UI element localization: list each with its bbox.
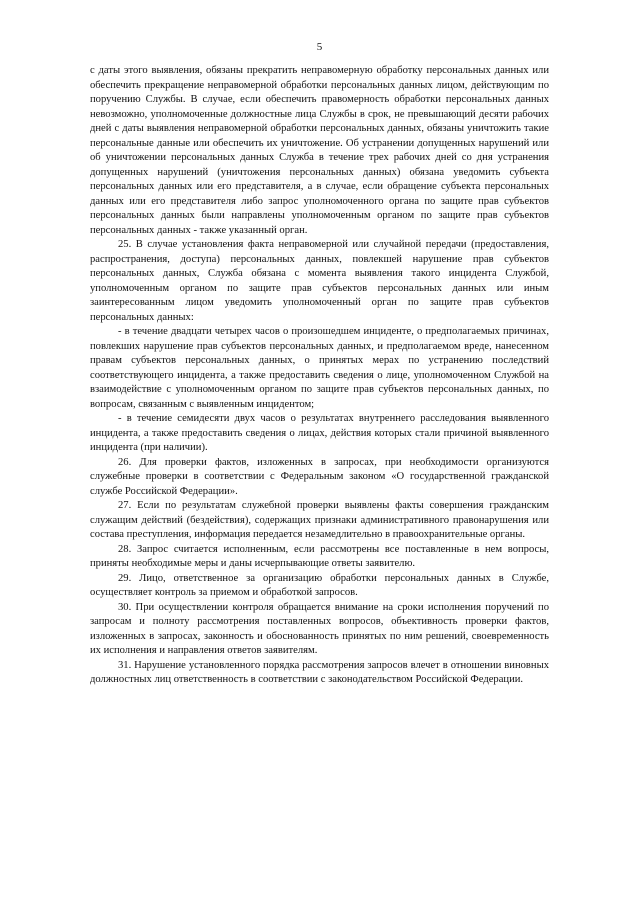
paragraph-26: 26. Для проверки фактов, изложенных в запросах, при необходимости организуются служебные проверки в соответствии с Федеральным законом «О государственной гражданской службе Российской Федерации».	[90, 456, 549, 497]
paragraph-25-item-1: - в течение двадцати четырех часов о произошедшем инциденте, о предполагаемых причинах, повлекших нарушение прав субъектов персональных данных, и предполагаемом вреде, нанесенном правам субъектов персональных данных, о принятых мерах по устранению последствий соответствующего инцидента, а также предоставить сведения о лице, уполномоченном Службой на взаимодействие с уполномоченным органом по защите прав субъектов персональных данных, по вопросам, связанным с выявленным инцидентом;	[90, 326, 549, 410]
paragraph-31: 31. Нарушение установленного порядка рассмотрения запросов влечет в отношении виновных должностных лиц ответственность в соответствии с законодательством Российской Федерации.	[90, 659, 549, 685]
paragraph-28: 28. Запрос считается исполненным, если рассмотрены все поставленные в нем вопросы, приняты необходимые меры и даны исчерпывающие ответы заявителю.	[90, 543, 549, 569]
document-page	[90, 0, 549, 904]
document-body	[90, 64, 549, 688]
paragraph-25-item-2: - в течение семидесяти двух часов о результатах внутреннего расследования выявленного инцидента, а также предоставить сведения о лицах, действия которых стали причиной выявленного инцидента (при наличии).	[90, 413, 549, 453]
page-number: 5	[316, 41, 323, 53]
paragraph-27: 27. Если по результатам служебной проверки выявлены факты совершения гражданским служащим действий (бездействия), содержащих признаки административного правонарушения или состава преступления, информация передается незамедлительно в правоохранительные органы.	[90, 500, 549, 540]
paragraph-30: 30. При осуществлении контроля обращается внимание на сроки исполнения поручений по запросам и полноту рассмотрения поставленных вопросов, объективность проверки фактов, изложенных в запросах, законность и обоснованность принятых по ним решений, своевременность их исполнения и направления ответов заявителям.	[90, 601, 549, 656]
paragraph-continuation: с даты этого выявления, обязаны прекратить неправомерную обработку персональных данных или обеспечить прекращение неправомерной обработки персональных данных лицом, действующим по поручению Службы. В случае, если обеспечить правомерность обработки персональных данных невозможно, уполномоченные должностные лица Службы в срок, не превышающий десяти рабочих дней с даты выявления неправомерной обработки персональных данных, обязаны уничтожить такие персональные данные или обеспечить их уничтожение. Об устранении допущенных нарушений или об уничтожении персональных данных Служба в течение трех рабочих дней со дня устранения допущенных нарушений (уничтожения персональных данных) обязана уведомить субъекта персональных данных или его представителя, а в случае, если обращение субъекта персональных данных или его представителя либо запрос уполномоченного органа по защите прав субъектов персональных данных были направлены уполномоченным органом по защите прав субъектов персональных данных - также указанный орган.	[90, 65, 549, 236]
paragraph-29: 29. Лицо, ответственное за организацию обработки персональных данных в Службе, осуществляет контроль за приемом и обработкой запросов.	[90, 572, 549, 598]
paragraph-25: 25. В случае установления факта неправомерной или случайной передачи (предоставления, распространения, доступа) персональных данных, повлекшей нарушение прав субъектов персональных данных, Служба обязана с момента выявления такого инцидента Службой, уполномоченным органом по защите прав субъектов персональных данных или иным заинтересованным лицом уведомить уполномоченный орган по защите прав субъектов персональных данных:	[90, 239, 549, 323]
